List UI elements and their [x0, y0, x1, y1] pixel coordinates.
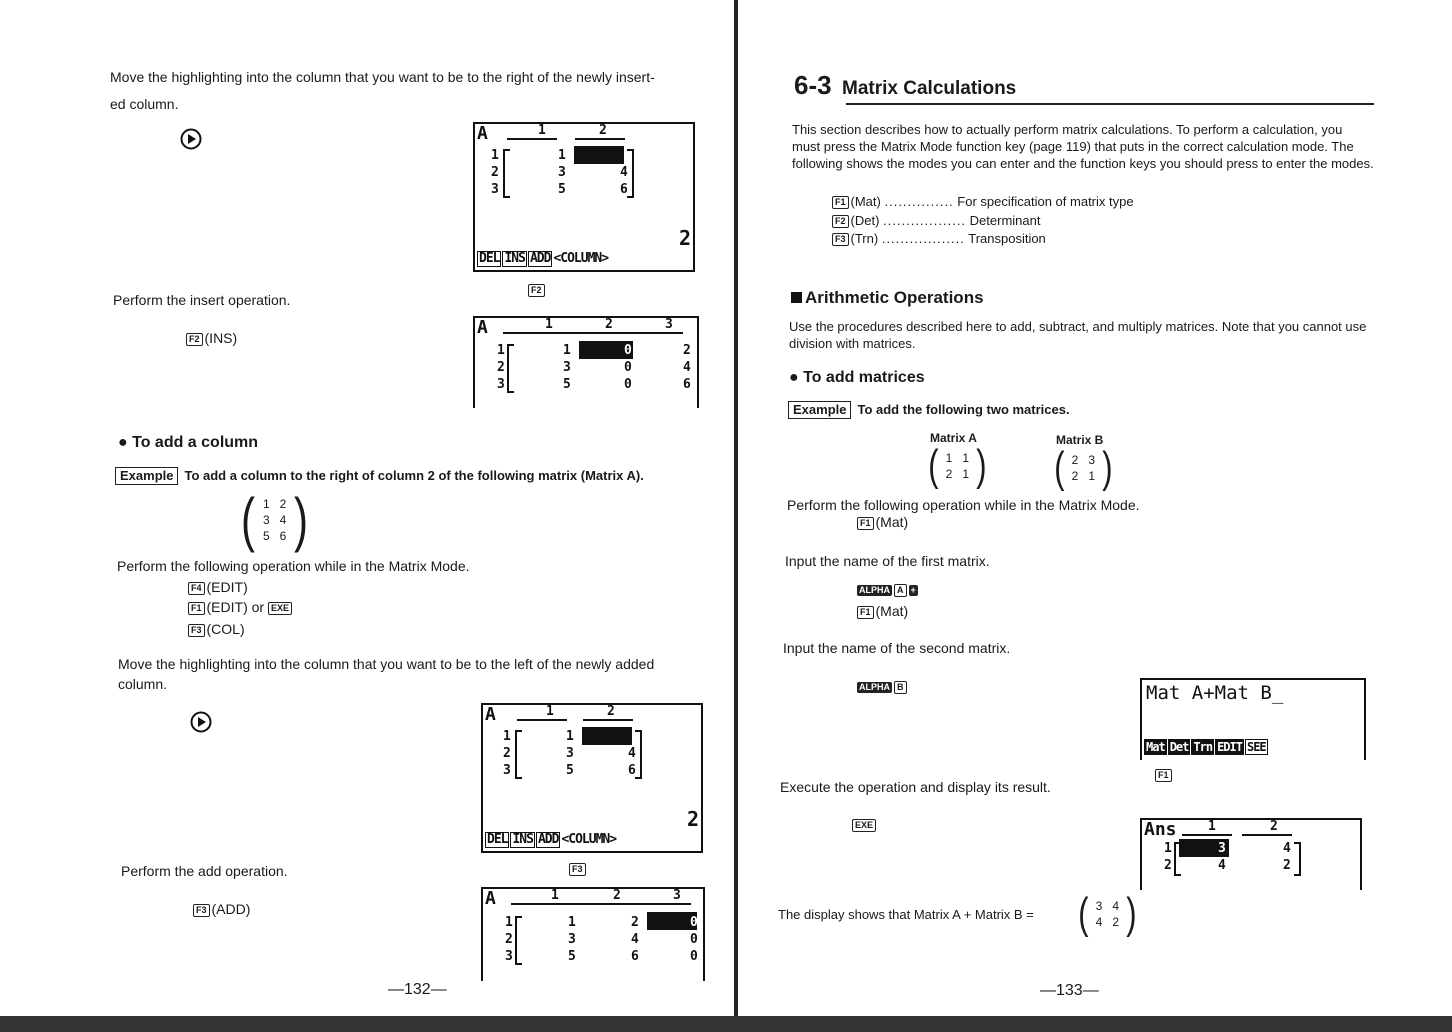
- matrix-cell: 1: [962, 451, 970, 465]
- f3-key-icon: [569, 860, 588, 878]
- cell: 4: [1283, 841, 1291, 856]
- mode-row: [832, 212, 1040, 230]
- function-bar: [1144, 739, 1362, 756]
- col-header: 3: [665, 317, 673, 332]
- add-column-heading: ● To add a column: [118, 434, 259, 451]
- col-label: (COL): [206, 621, 245, 637]
- cell: 6: [683, 377, 691, 392]
- row-header: 3: [491, 182, 499, 197]
- cell: 3: [568, 932, 576, 947]
- cell: 3: [1218, 841, 1226, 856]
- cell: 4: [1218, 858, 1226, 873]
- page-number: —132—: [388, 981, 447, 998]
- input-line: Mat A+Mat B_: [1146, 682, 1284, 704]
- move-line-2: column.: [118, 676, 168, 692]
- cell: 0: [690, 915, 698, 930]
- row-header: 2: [491, 165, 499, 180]
- matrix-name: A: [477, 123, 488, 144]
- cell: 3: [566, 746, 574, 761]
- cell: 3: [558, 165, 566, 180]
- move-line-1: Move the highlighting into the column that you want to be to the left of the newly added: [118, 656, 655, 672]
- page-bottom-edge: [0, 1016, 1452, 1032]
- perform-add-text: Perform the add operation.: [121, 863, 288, 879]
- mode-desc: Determinant: [969, 213, 1041, 228]
- to-add-heading-text: To add matrices: [803, 369, 925, 386]
- column-label: <COLUMN>: [561, 832, 617, 847]
- perform-insert-text: Perform the insert operation.: [113, 292, 291, 308]
- column-label: <COLUMN>: [553, 251, 609, 266]
- f3-add-button[interactable]: ADD: [537, 832, 559, 847]
- f1-del-button[interactable]: DEL: [479, 251, 500, 266]
- a-key-icon: A: [894, 584, 907, 597]
- matrix-cell: 6: [279, 529, 287, 543]
- matrix-cell: 2: [1112, 915, 1120, 929]
- example-label: Example: [115, 467, 178, 485]
- cell: 6: [631, 949, 639, 964]
- exe-step: [852, 815, 878, 833]
- f1-key-icon: F1: [832, 196, 849, 209]
- mat-label: (Mat): [875, 603, 909, 619]
- matrix-a-display: ( 1 2 3 4 5 6 ): [240, 486, 309, 553]
- mode-row: [832, 230, 1046, 248]
- exe-key-icon: EXE: [852, 819, 876, 832]
- mode-dots: ..................: [881, 231, 965, 246]
- f1-mat-step: [857, 602, 908, 620]
- f4-edit-step: [188, 578, 248, 596]
- cell: 2: [1283, 858, 1291, 873]
- answer-label: Ans: [1144, 819, 1177, 840]
- alpha-key-icon: ALPHA: [859, 585, 890, 595]
- arithmetic-heading: [791, 289, 984, 307]
- row-header: 3: [503, 763, 511, 778]
- cell: 4: [620, 165, 628, 180]
- example-text: To add the following two matrices.: [857, 402, 1070, 417]
- matrix-cell: 3: [1095, 899, 1103, 913]
- f3-key-icon: F3: [832, 233, 849, 246]
- example-label: Example: [788, 401, 851, 419]
- cell: 0: [624, 360, 632, 375]
- matrix-b-label: Matrix B: [1056, 433, 1104, 447]
- f3-trn-button[interactable]: Trn: [1193, 740, 1213, 754]
- mode-name: (Det): [850, 213, 880, 228]
- col-header: 3: [673, 888, 681, 903]
- cell: 2: [683, 343, 691, 358]
- matrix-cell: 4: [1112, 899, 1120, 913]
- mat-label: (Mat): [875, 514, 909, 530]
- calculator-screen-5: [1140, 678, 1366, 760]
- cell: 0: [624, 343, 632, 358]
- page-number: —133—: [1040, 982, 1099, 999]
- row-header: 3: [497, 377, 505, 392]
- matrix-cell: 3: [1088, 453, 1096, 467]
- perform-line: Perform the following operation while in the Matrix Mode.: [117, 558, 470, 574]
- f1-key-icon: F1: [857, 606, 874, 619]
- add-label: (ADD): [211, 901, 251, 917]
- matrix-name: A: [485, 704, 496, 725]
- col-header: 2: [607, 704, 615, 719]
- cell: 1: [563, 343, 571, 358]
- row-header: 1: [1164, 841, 1172, 856]
- f3-key-label: F3: [569, 863, 586, 876]
- ins-label: (INS): [204, 330, 238, 346]
- mode-row: [832, 193, 1134, 211]
- matrix-cell: 1: [1088, 469, 1096, 483]
- matrix-a-display: ( 1 1 2 1 ): [928, 441, 987, 490]
- f1-key-icon: F1: [857, 517, 874, 530]
- calculator-screen-1: [473, 122, 695, 272]
- cell: 4: [683, 360, 691, 375]
- f1-mat-step: [857, 513, 908, 531]
- page-gutter: [734, 0, 738, 1032]
- row-header: 2: [505, 932, 513, 947]
- column-count-badge: 2: [686, 807, 699, 831]
- function-bar: [485, 832, 699, 849]
- perform-line: Perform the following operation while in the Matrix Mode.: [787, 497, 1140, 513]
- f3-col-step: [188, 620, 245, 638]
- mode-desc: Transposition: [968, 231, 1046, 246]
- f1-key-icon: F1: [188, 602, 205, 615]
- matrix-cell: 4: [279, 513, 287, 527]
- f1-del-button[interactable]: DEL: [487, 832, 508, 847]
- col-header: 2: [1270, 819, 1278, 834]
- f3-key-icon: F3: [188, 624, 205, 637]
- f2-key-icon: F2: [832, 215, 849, 228]
- alpha-b-step: [857, 677, 909, 695]
- matrix-cell: 1: [262, 497, 270, 511]
- col-header: 1: [545, 317, 553, 332]
- chapter-title: Matrix Calculations: [842, 78, 1017, 99]
- intro-paragraph: This section describes how to actually perform matrix calculations. To perform a calculation, you must press the Matrix Mode function key (page 119) that puts in the correct calculation mode. The following shows the modes you can enter and the function keys you should press to enter the modes.: [792, 122, 1374, 171]
- cell: 3: [563, 360, 571, 375]
- col-header: 2: [599, 123, 607, 138]
- matrix-cell: 1: [945, 451, 953, 465]
- input-first-text: Input the name of the first matrix.: [785, 553, 990, 569]
- matrix-cell: 4: [1095, 915, 1103, 929]
- example-line: [788, 401, 1070, 419]
- result-text: The display shows that Matrix A + Matrix B =: [778, 907, 1034, 922]
- calculator-screen-2: [473, 316, 699, 408]
- cell: 1: [566, 729, 574, 744]
- square-bullet-icon: [791, 292, 802, 303]
- f3-key-icon: F3: [193, 904, 210, 917]
- cell: 5: [568, 949, 576, 964]
- arithmetic-text: Use the procedures described here to add, subtract, and multiply matrices. Note that you cannot use division with matrices.: [789, 319, 1367, 351]
- to-add-heading: ● To add matrices: [789, 369, 925, 386]
- f3-add-step: [193, 900, 250, 918]
- column-count-badge: 2: [678, 226, 691, 250]
- cell: 0: [624, 377, 632, 392]
- cell: 0: [690, 932, 698, 947]
- col-header: 2: [605, 317, 613, 332]
- f4-key-icon: F4: [188, 582, 205, 595]
- f2-ins-button[interactable]: INS: [512, 832, 533, 847]
- arithmetic-heading-text: Arithmetic Operations: [805, 288, 984, 307]
- intro-line-1: Move the highlighting into the column that you want to be to the right of the newly insert-: [110, 69, 655, 85]
- row-header: 2: [497, 360, 505, 375]
- col-header: 2: [613, 888, 621, 903]
- matrix-cell: 2: [1071, 453, 1079, 467]
- f1-mat-button[interactable]: Mat: [1146, 740, 1165, 754]
- f2-key-label: F2: [528, 284, 545, 297]
- calculator-screen-3: [481, 703, 703, 853]
- mode-dots: ...............: [884, 194, 954, 209]
- f2-key-icon: [528, 281, 547, 299]
- matrix-name: A: [477, 317, 488, 338]
- matrix-cell: 5: [262, 529, 270, 543]
- right-cursor-key-icon: [190, 711, 212, 733]
- matrix-name: A: [485, 888, 496, 909]
- cell: 1: [568, 915, 576, 930]
- cell: 0: [690, 949, 698, 964]
- b-key-icon: B: [894, 681, 907, 694]
- mode-desc: For specification of matrix type: [957, 194, 1134, 209]
- edit-label: (EDIT): [206, 579, 248, 595]
- function-bar: [477, 251, 691, 268]
- cell: 6: [620, 182, 628, 197]
- alpha-key-icon: ALPHA: [859, 682, 890, 692]
- f2-ins-button[interactable]: INS: [504, 251, 525, 266]
- f1-edit-step: [188, 598, 294, 616]
- execute-text: Execute the operation and display its result.: [780, 779, 1051, 795]
- cell: 4: [631, 932, 639, 947]
- matrix-b-display: ( 2 3 2 1 ): [1054, 443, 1113, 492]
- example-text: To add a column to the right of column 2 of the following matrix (Matrix A).: [184, 468, 644, 483]
- cell: 4: [628, 746, 636, 761]
- edit-or-label: (EDIT) or: [206, 599, 265, 615]
- mode-name: (Mat): [850, 194, 881, 209]
- alpha-a-plus-step: [857, 580, 920, 598]
- mode-name: (Trn): [850, 231, 879, 246]
- add-column-heading-text: To add a column: [132, 434, 259, 451]
- f1-key-icon: [1155, 766, 1174, 784]
- matrix-cell: 2: [945, 467, 953, 481]
- input-second-text: Input the name of the second matrix.: [783, 640, 1011, 656]
- f1-key-label: F1: [1155, 769, 1172, 782]
- matrix-cell: 2: [1071, 469, 1079, 483]
- example-line: [115, 467, 644, 485]
- chapter-rule: [846, 103, 1374, 105]
- row-header: 1: [491, 148, 499, 163]
- plus-key-icon: +: [910, 585, 916, 595]
- cell: 6: [628, 763, 636, 778]
- cell: 2: [631, 915, 639, 930]
- matrix-cell: 2: [279, 497, 287, 511]
- row-header: 1: [503, 729, 511, 744]
- f3-add-button[interactable]: ADD: [529, 251, 551, 266]
- f2-ins-step: [186, 329, 237, 347]
- f6-see-button[interactable]: SEE: [1246, 740, 1266, 754]
- col-header: 1: [1208, 819, 1216, 834]
- intro-line-2: ed column.: [110, 96, 179, 112]
- result-matrix: ( 3 4 4 2 ): [1078, 889, 1137, 938]
- col-header: 1: [546, 704, 554, 719]
- exe-key-icon: EXE: [268, 602, 292, 615]
- calculator-screen-6: [1140, 818, 1362, 890]
- chapter-header: [794, 70, 1016, 101]
- col-header: 1: [551, 888, 559, 903]
- row-header: 1: [505, 915, 513, 930]
- cell: 5: [563, 377, 571, 392]
- cell: 1: [558, 148, 566, 163]
- row-header: 2: [503, 746, 511, 761]
- row-header: 1: [497, 343, 505, 358]
- matrix-cell: 3: [262, 513, 270, 527]
- f2-key-icon: F2: [186, 333, 203, 346]
- matrix-cell: 1: [962, 467, 970, 481]
- cell: 5: [566, 763, 574, 778]
- chapter-number: 6-3: [794, 70, 832, 100]
- right-cursor-key-icon: [180, 128, 202, 150]
- row-header: 2: [1164, 858, 1172, 873]
- calculator-screen-4: [481, 887, 705, 981]
- row-header: 3: [505, 949, 513, 964]
- matrix-a-label: Matrix A: [930, 431, 977, 445]
- mode-dots: ..................: [883, 213, 967, 228]
- f4-edit-button[interactable]: EDIT: [1217, 740, 1242, 754]
- f2-det-button[interactable]: Det: [1169, 740, 1189, 754]
- col-header: 1: [538, 123, 546, 138]
- cell: 5: [558, 182, 566, 197]
